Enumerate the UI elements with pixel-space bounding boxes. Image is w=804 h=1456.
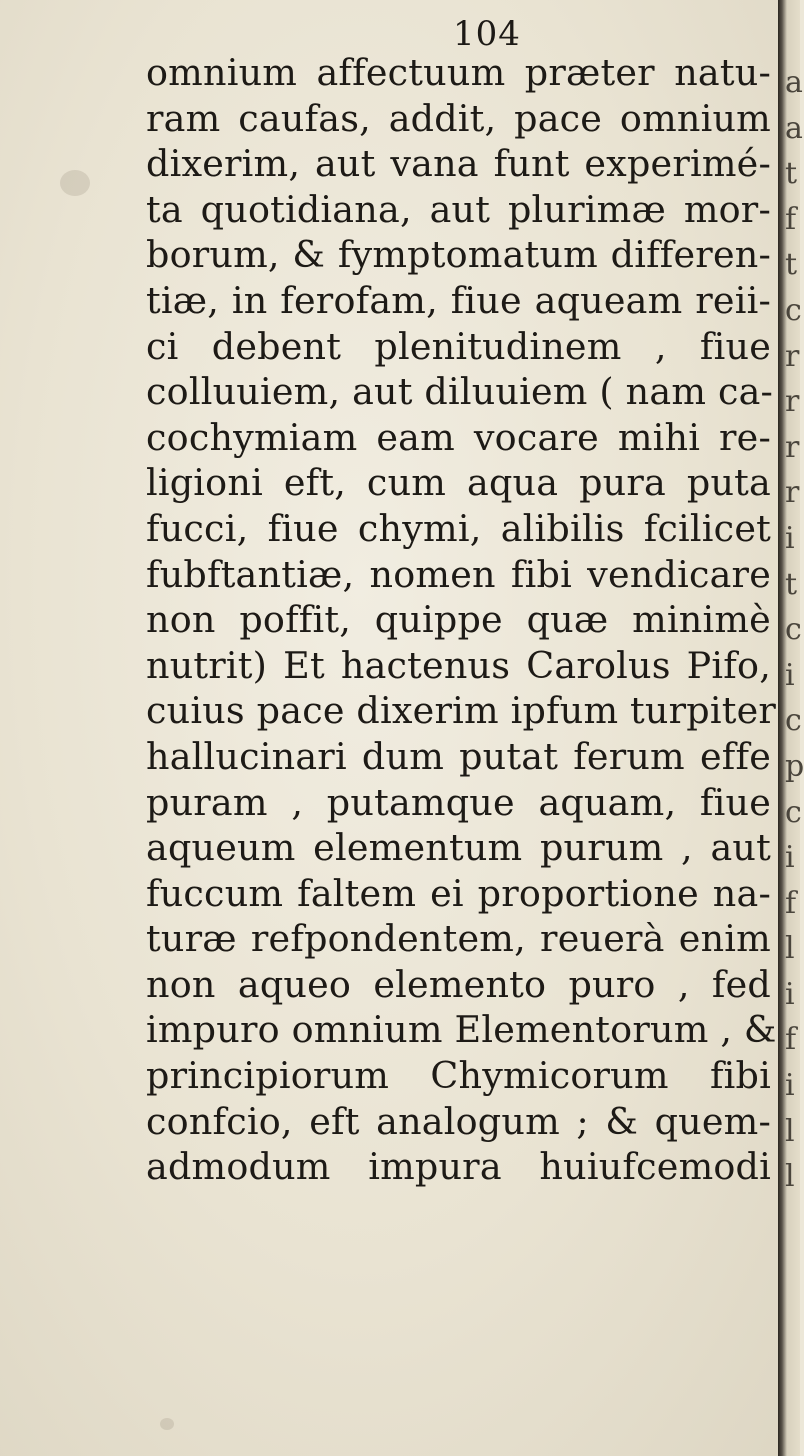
text-line: principiorum Chymicorum fibi — [146, 1054, 771, 1098]
facing-page-letter: p — [785, 748, 804, 784]
text-line: omnium affectuum præter natu- — [146, 51, 771, 94]
facing-page-letter: f — [785, 885, 797, 921]
text-line: admodum impura huiufcemodi — [146, 1145, 771, 1189]
stain — [160, 1418, 174, 1430]
facing-page-letter: f — [785, 201, 797, 237]
facing-page-letter: t — [785, 247, 798, 283]
facing-page-letter: i — [785, 520, 795, 556]
text-line: ram caufas, addit, pace omnium — [146, 96, 771, 140]
body-text — [146, 50, 777, 1190]
text-line: fucci, fiue chymi, alibilis fcilicet — [146, 506, 771, 550]
text-line: fubftantiæ, nomen fibi vendicare — [146, 552, 771, 596]
facing-page-letter: i — [785, 1068, 795, 1104]
text-line: impuro omnium Elementorum , & — [146, 1008, 777, 1052]
facing-page-letter: t — [785, 156, 798, 192]
text-line: borum, & fymptomatum differen- — [146, 233, 771, 277]
text-line: dixerim, aut vana funt experimé- — [146, 142, 771, 186]
text-line: confcio, eft analogum ; & quem- — [146, 1099, 771, 1143]
text-line: nutrit) Et hactenus Carolus Pifo, — [146, 643, 771, 687]
facing-page-letter: c — [785, 703, 802, 739]
text-line: hallucinari dum putat ferum effe — [146, 734, 771, 778]
text-line: puram , putamque aquam, fiue — [146, 780, 771, 824]
text-line: turæ refpondentem, reuerà enim — [146, 917, 771, 961]
text-line: cuius pace dixerim ipfum turpiter — [146, 689, 777, 733]
text-line: non poffit, quippe quæ minimè — [146, 598, 771, 642]
facing-page-letter: r — [785, 429, 800, 465]
text-line: ta quotidiana, aut plurimæ mor- — [146, 187, 771, 231]
text-line: colluuiem, aut diluuiem ( nam ca- — [146, 370, 774, 414]
facing-page-letter: l — [785, 1113, 795, 1149]
stain — [60, 170, 90, 196]
text-line: cochymiam eam vocare mihi re- — [146, 415, 771, 459]
facing-page-letter: t — [785, 566, 798, 602]
facing-page-letter: r — [785, 475, 800, 511]
facing-page-letter: c — [785, 794, 802, 830]
text-line: fuccum faltem ei proportione na- — [146, 871, 771, 915]
text-line: ligioni eft, cum aqua pura puta — [146, 461, 771, 505]
facing-page-letter: f — [785, 1022, 797, 1058]
facing-page-letter: a — [785, 110, 803, 146]
page-number: 104 — [453, 14, 521, 54]
facing-page-letter: a — [785, 65, 803, 100]
text-line: ci debent plenitudinem , fiue — [146, 324, 771, 368]
facing-page-letter: l — [785, 931, 795, 967]
text-line: aqueum elementum purum , aut — [146, 826, 771, 870]
facing-page-letter: c — [785, 612, 802, 648]
text-line: non aqueo elemento puro , fed — [146, 962, 771, 1006]
facing-page-letter: l — [785, 1159, 795, 1195]
facing-page-letter: r — [785, 338, 800, 374]
facing-page-letter: i — [785, 840, 795, 876]
facing-page-letter: i — [785, 976, 795, 1012]
facing-page-letter: i — [785, 657, 795, 693]
facing-page-letter: c — [785, 292, 802, 328]
facing-page-letter: r — [785, 384, 800, 420]
facing-page-edge — [785, 60, 804, 1200]
text-line: tiæ, in ferofam, fiue aqueam reii- — [146, 278, 771, 322]
